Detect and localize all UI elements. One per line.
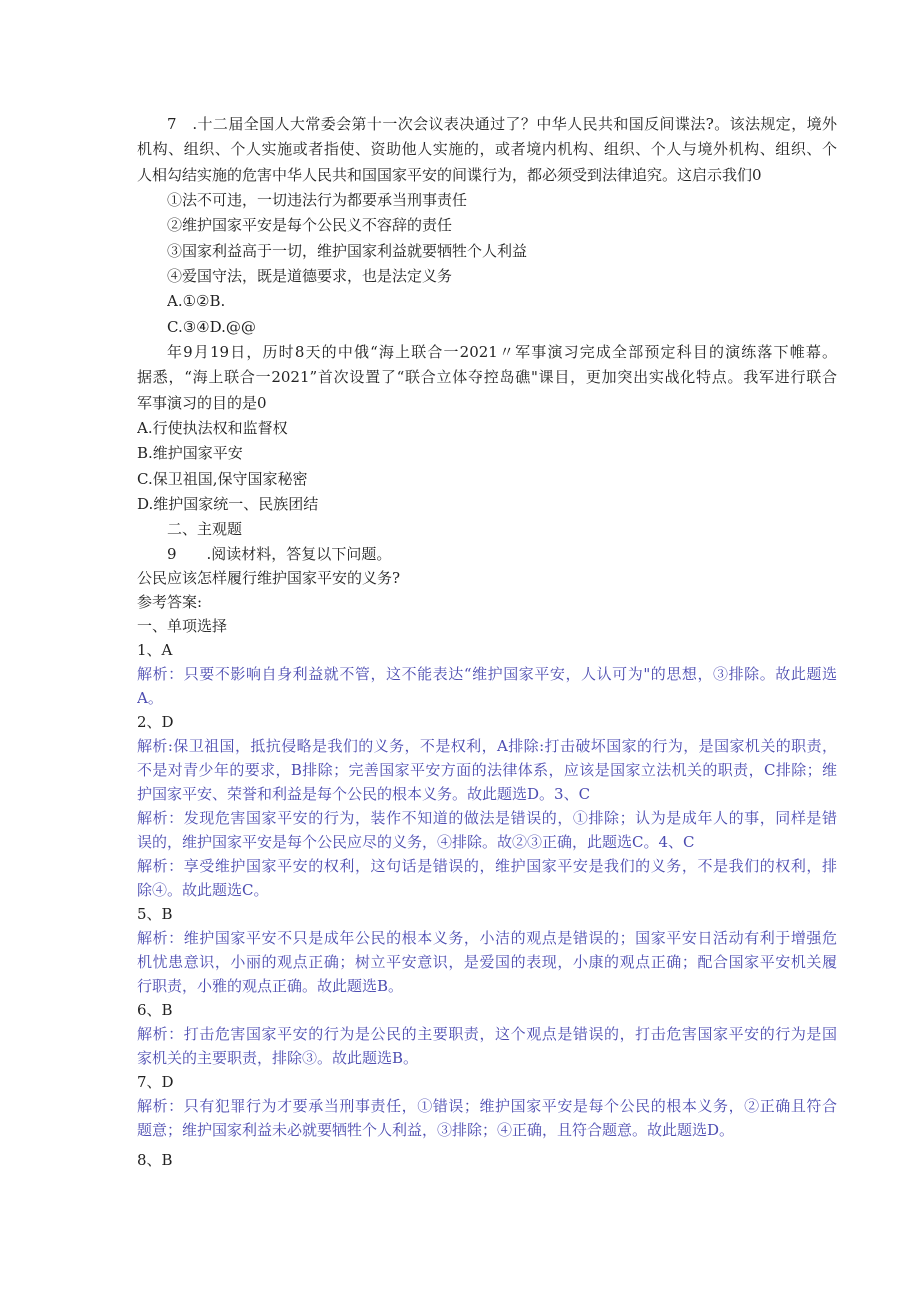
q8-stem-line-2: 据悉，“海上联合一2021”首次设置了“联合立体夺控岛礁"课目，更加突出实战化特点。我军进行联合 [137, 368, 837, 386]
answer-3-explanation-line-2: 误的，维护国家平安是每个公民应尽的义务，④排除。故②③正确，此题选C。4、C [137, 833, 695, 851]
q7-option-1: ①法不可违，一切违法行为都要承当刑事责任 [167, 191, 468, 209]
answer-5-explanation-line-3: 行职责，小雅的观点正确。故此题选B。 [137, 977, 404, 995]
q8-option-d: D.维护国家统一、民族团结 [137, 495, 319, 513]
q7-option-3: ③国家利益高于一切，维护国家利益就要牺牲个人利益 [167, 242, 528, 260]
answer-8-label: 8、B [137, 1151, 173, 1169]
answer-2-label: 2、D [137, 713, 174, 731]
answer-4-explanation-line-1: 解析：享受维护国家平安的权利，这句话是错误的，维护国家平安是我们的义务，不是我们的权利，排 [137, 857, 837, 875]
q7-option-2: ②维护国家平安是每个公民义不容辞的责任 [167, 216, 453, 234]
answer-5-explanation-line-2: 机忧患意识，小丽的观点正确；树立平安意识，是爱国的表现，小康的观点正确；配合国家平安机关履 [137, 953, 837, 971]
q8-option-b: B.维护国家平安 [137, 444, 243, 462]
q9-sub-question: 公民应该怎样履行维护国家平安的义务? [137, 569, 401, 587]
answer-5-label: 5、B [137, 905, 173, 923]
answer-1-explanation-line-1: 解析：只要不影响自身利益就不管，这不能表达“维护国家平安，人认可为"的思想，③排除。故此题选 [137, 665, 837, 683]
answer-7-explanation-line-2: 题意；维护国家利益未必就要牺牲个人利益，③排除；④正确，且符合题意。故此题选D。 [137, 1121, 735, 1139]
answer-6-explanation-line-1: 解析：打击危害国家平安的行为是公民的主要职责，这个观点是错误的，打击危害国家平安的行为是国 [137, 1025, 837, 1043]
answer-6-label: 6、B [137, 1001, 173, 1019]
q7-choice-ab: A.①②B. [167, 292, 226, 310]
answer-5-explanation-line-1: 解析：维护国家平安不只是成年公民的根本义务，小洁的观点是错误的；国家平安日活动有利于增强危 [137, 929, 837, 947]
q7-stem-line-3: 人相勾结实施的危害中华人民共和国国家平安的间谍行为，都必须受到法律追究。这启示我们0 [137, 166, 762, 184]
q7-option-4: ④爱国守法，既是道德要求，也是法定义务 [167, 267, 453, 285]
q7-choice-cd: C.③④D.@@ [167, 318, 256, 336]
answers-section-1-title: 一、单项选择 [137, 617, 228, 635]
answer-2-explanation-line-2: 不是对青少年的要求，B排除；完善国家平安方面的法律体系，应该是国家立法机关的职责，C排除；维 [137, 761, 837, 779]
q8-option-c: C.保卫祖国,保守国家秘密 [137, 470, 308, 488]
q7-stem-line-1: 7 .十二届全国人大常委会第十一次会议表决通过了？中华人民共和国反间谍法?。该法规定，境外 [167, 115, 837, 133]
answer-1-explanation-line-2: A。 [137, 689, 163, 707]
section-2-title: 二、主观题 [167, 520, 243, 538]
q7-stem-line-2: 机构、组织、个人实施或者指使、资助他人实施的，或者境内机构、组织、个人与境外机构、组织、个 [137, 140, 837, 158]
q9-stem: 9 .阅读材料，答复以下问题。 [167, 545, 392, 563]
answer-7-label: 7、D [137, 1073, 174, 1091]
q8-option-a: A.行使执法权和监督权 [137, 419, 288, 437]
answer-3-explanation-line-1: 解析：发现危害国家平安的行为，装作不知道的做法是错误的，①排除；认为是成年人的事，同样是错 [137, 809, 837, 827]
q8-stem-line-1: 年9月19日，历时8天的中俄“海上联合一2021〃军事演习完成全部预定科目的演练落下帷幕。 [167, 343, 837, 361]
answer-6-explanation-line-2: 家机关的主要职责，排除③。故此题选B。 [137, 1049, 419, 1067]
answers-heading: 参考答案: [137, 593, 203, 611]
answer-7-explanation-line-1: 解析：只有犯罪行为才要承当刑事责任，①错误；维护国家平安是每个公民的根本义务，②正确且符合 [137, 1097, 837, 1115]
q8-stem-line-3: 军事演习的目的是0 [137, 394, 267, 412]
answer-2-explanation-line-1: 解析:保卫祖国，抵抗侵略是我们的义务，不是权利，A排除:打击破坏国家的行为，是国家机关的职责， [137, 737, 837, 755]
answer-4-explanation-line-2: 除④。故此题选C。 [137, 881, 269, 899]
answer-1-label: 1、A [137, 641, 173, 659]
answer-2-explanation-line-3: 护国家平安、荣誉和利益是每个公民的根本义务。故此题选D。3、C [137, 785, 591, 803]
